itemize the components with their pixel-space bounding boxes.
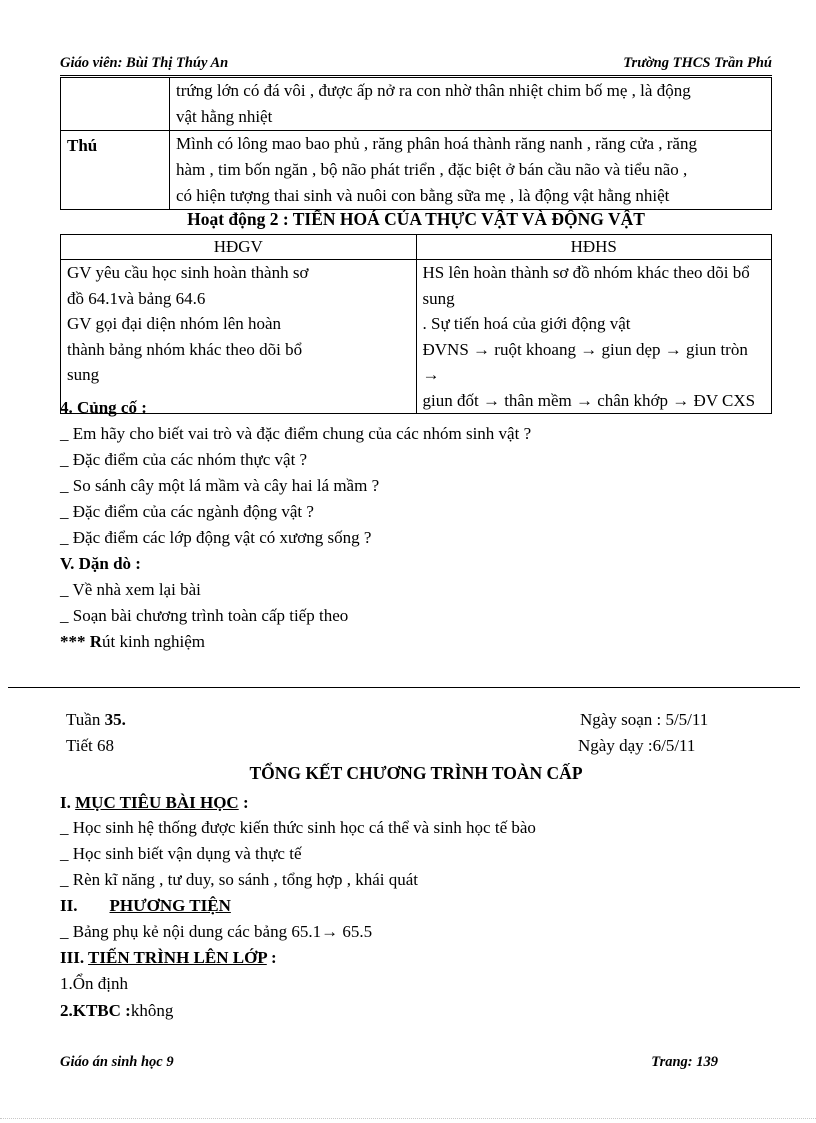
- row-text-line: vật hằng nhiệt: [176, 107, 273, 126]
- cungco-title: 4. Củng cố :: [60, 398, 147, 417]
- row-text-line: Mình có lông mao bao phủ , răng phân hoá thành răng nanh , răng cửa , răng: [176, 134, 697, 153]
- hs-line: sung: [422, 288, 455, 308]
- gv-line: sung: [67, 365, 100, 384]
- hs-line: giun đốt → thân mềm → chân khớp → ĐV CXS: [422, 390, 756, 410]
- step-1: 1.Ổn định: [60, 974, 128, 993]
- table-row: [61, 260, 772, 414]
- header-rule: [60, 75, 772, 76]
- section2-heading: II. PHƯƠNG TIỆN: [60, 896, 231, 915]
- experience-note: *** Rút kinh nghiệm: [60, 632, 205, 651]
- col-header-hs: HĐHS: [416, 235, 772, 260]
- hs-cell: [416, 260, 772, 414]
- row-text-line: trứng lớn có đá vôi , được ấp nở ra con nhờ thân nhiệt chim bố mẹ , là động: [176, 81, 691, 100]
- date-prepared: Ngày soạn : 5/5/11: [580, 710, 709, 729]
- gv-line: GV gọi đại diện nhóm lên hoàn: [67, 314, 282, 333]
- footer-left: Giáo án sinh học 9: [60, 1054, 174, 1070]
- page-bottom-border: [0, 1118, 816, 1119]
- gv-line: GV yêu cầu học sinh hoàn thành sơ: [67, 263, 309, 282]
- gv-line: thành bảng nhóm khác theo dõi bổ: [67, 339, 303, 359]
- hs-line: HS lên hoàn thành sơ đồ nhóm khác theo dõi bổ: [422, 263, 750, 282]
- dando-title: V. Dặn dò :: [60, 554, 141, 573]
- gv-cell: [61, 260, 417, 414]
- dando-item: _ Soạn bài chương trình toàn cấp tiếp theo: [60, 606, 349, 625]
- header-school: Trường THCS Trần Phú: [623, 55, 772, 71]
- col-header-gv: HĐGV: [61, 235, 417, 260]
- step-2: 2.KTBC :không: [60, 1001, 174, 1020]
- objective-item: _ Học sinh biết vận dụng và thực tế: [60, 844, 302, 863]
- cungco-item: _ Đặc điểm của các ngành động vật ?: [60, 502, 314, 521]
- date-taught: Ngày dạy :6/5/11: [578, 736, 696, 755]
- cungco-item: _ Đặc điểm của các nhóm thực vật ?: [60, 450, 308, 469]
- section3-heading: III. TIẾN TRÌNH LÊN LỚP :: [60, 948, 277, 967]
- objective-item: _ Học sinh hệ thống được kiến thức sinh học cá thể và sinh học tế bào: [60, 818, 536, 837]
- activity2-table: [60, 234, 772, 414]
- cungco-item: _ Em hãy cho biết vai trò và đặc điểm chung của các nhóm sinh vật ?: [60, 424, 532, 443]
- dando-item: _ Về nhà xem lại bài: [60, 580, 201, 599]
- table-row: [61, 131, 772, 210]
- header-teacher: Giáo viên: Bùi Thị Thúy An: [60, 55, 229, 71]
- table-row: [61, 78, 772, 131]
- cungco-item: _ Đặc điểm các lớp động vật có xương sống ?: [60, 528, 372, 547]
- footer-page: Trang: 139: [651, 1054, 718, 1070]
- materials-item: _ Bảng phụ kẻ nội dung các bảng 65.1→ 65.5: [60, 922, 373, 941]
- hs-line: ĐVNS → ruột khoang → giun dẹp → giun tròn →: [422, 339, 748, 384]
- week-label: Tuần 35.: [66, 710, 126, 729]
- period-label: Tiết 68: [66, 736, 115, 755]
- row-text-line: hàm , tim bốn ngăn , bộ não phát triển , đặc biệt ở bán cầu não và tiểu não ,: [176, 160, 688, 179]
- cungco-item: _ So sánh cây một lá mầm và cây hai lá mầm ?: [60, 476, 380, 495]
- table-header-row: [61, 235, 772, 260]
- animal-groups-table: [60, 77, 772, 210]
- section1-heading: I. MỤC TIÊU BÀI HỌC :: [60, 793, 249, 812]
- row-text-line: có hiện tượng thai sinh và nuôi con bằng sữa mẹ , là động vật hằng nhiệt: [176, 186, 670, 205]
- row-label-thu: Thú: [61, 131, 170, 210]
- section-divider: [8, 687, 800, 688]
- gv-line: đồ 64.1và bảng 64.6: [67, 288, 206, 308]
- lesson-title: TỔNG KẾT CHƯƠNG TRÌNH TOÀN CẤP: [249, 763, 583, 783]
- activity2-title: Hoạt động 2 : TIẾN HOÁ CỦA THỰC VẬT VÀ ĐỘNG VẬT: [187, 209, 645, 229]
- hs-line: . Sự tiến hoá của giới động vật: [422, 314, 631, 333]
- objective-item: _ Rèn kĩ năng , tư duy, so sánh , tổng hợp , khái quát: [60, 870, 419, 889]
